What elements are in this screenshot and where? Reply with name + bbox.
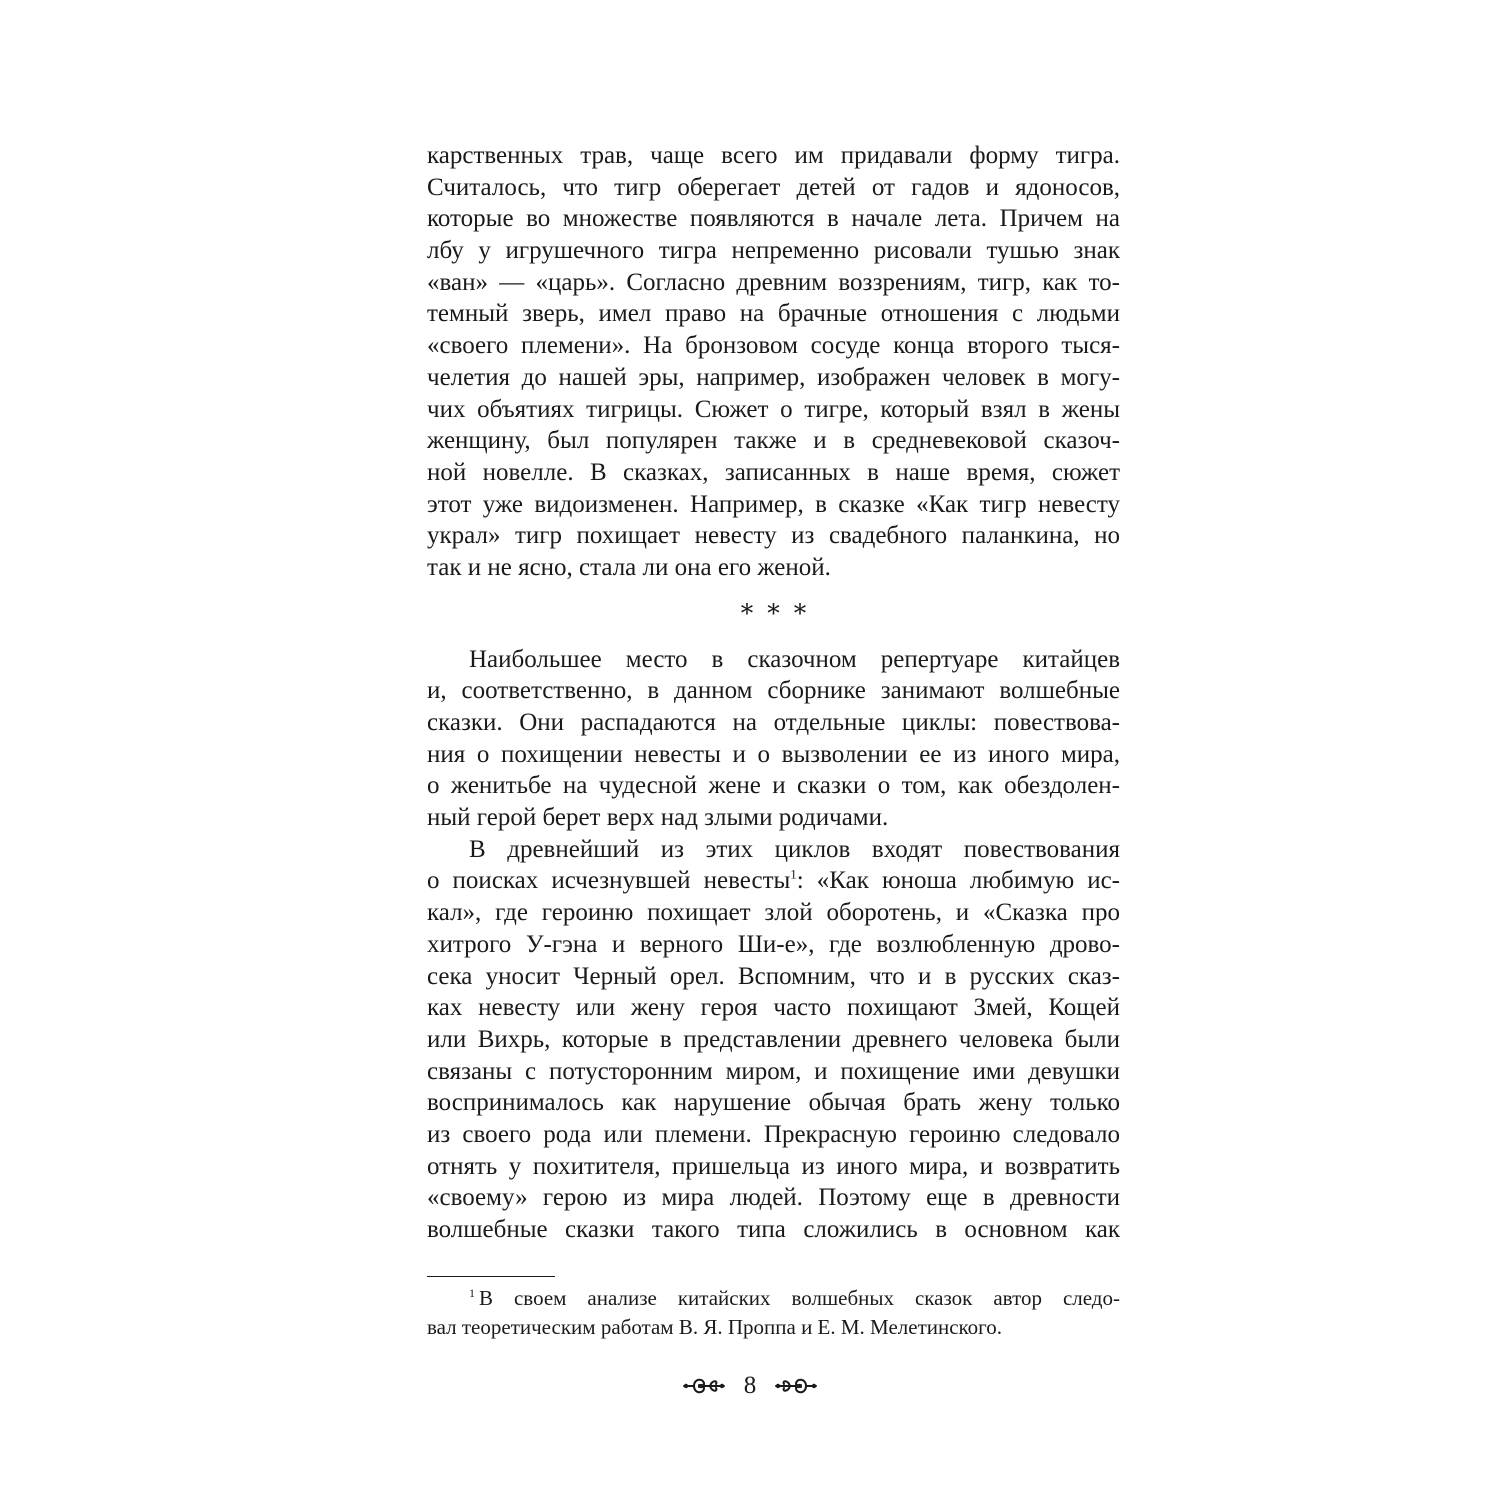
text-line: «ван» — «царь». Согласно древним воззрениям, тигр, как то- <box>427 268 1120 296</box>
fleuron-left-icon <box>682 1372 726 1400</box>
footnote-reference[interactable]: 1 <box>790 867 797 883</box>
text-line: сека уносит Черный орел. Вспомним, что и в русских сказ- <box>427 962 1120 990</box>
text-line: Наибольшее место в сказочном репертуаре китайцев <box>469 645 1120 673</box>
page-body <box>427 140 1120 1246</box>
text-line: ный герой берет верх над злыми родичами. <box>427 804 889 832</box>
footnote-divider <box>427 1276 555 1277</box>
footnote <box>427 1284 1120 1342</box>
footnote-text: В своем анализе китайских волшебных сказок автор следо- <box>479 1286 1120 1310</box>
text-line: воспринималось как нарушение обычая брать жену только <box>427 1089 1120 1117</box>
text-line: волшебные сказки такого типа сложились в основном как <box>427 1216 1120 1243</box>
text-line: сказки. Они распадаются на отдельные циклы: повествова- <box>427 709 1120 736</box>
text-line: отнять у похитителя, пришельца из иного мира, и возвратить <box>427 1152 1120 1180</box>
text-fragment: : «Как юноша любимую ис- <box>796 867 1121 895</box>
paragraph-3 <box>427 834 1120 1246</box>
text-line: или Вихрь, которые в представлении древнего человека были <box>427 1025 1120 1053</box>
footnote-line <box>427 1284 1120 1313</box>
text-fragment: о поисках исчезнувшей невесты <box>427 867 791 895</box>
text-line: этот уже видоизменен. Например, в сказке «Как тигр невесту <box>427 490 1120 518</box>
text-line: темный зверь, имел право на брачные отношения с людьми <box>427 300 1120 328</box>
text-line: лбу у игрушечного тигра непременно рисовали тушью знак <box>427 237 1120 265</box>
asterisk-icon: * <box>740 598 768 628</box>
page-footer <box>0 1366 1500 1406</box>
paragraph-2 <box>427 644 1120 834</box>
text-line: из своего рода или племени. Прекрасную героиню следовало <box>427 1120 1120 1148</box>
text-line: кал», где героиню похищает злой оборотень, и «Сказка про <box>427 899 1120 927</box>
asterisk-icon: * <box>793 598 821 628</box>
text-line: ках невесту или жену героя часто похищают Змей, Кощей <box>427 994 1120 1022</box>
text-line: хитрого У-гэна и верного Ши-е», где возлюбленную дрово- <box>427 930 1120 958</box>
text-line: Считалось, что тигр оберегает детей от гадов и ядоносов, <box>427 173 1120 201</box>
text-line: чих объятиях тигрицы. Сюжет о тигре, который взял в жены <box>427 395 1120 423</box>
paragraph-1 <box>427 140 1120 584</box>
text-line: которые во множестве появляются в начале лета. Причем на <box>427 205 1120 233</box>
text-line: украл» тигр похищает невесту из свадебного паланкина, но <box>427 522 1120 550</box>
text-line: ния о похищении невесты и о вызволении ее из иного мира, <box>427 740 1120 768</box>
text-line: «своего племени». На бронзовом сосуде конца второго тыся- <box>427 332 1120 360</box>
fleuron-right-icon <box>774 1372 818 1400</box>
text-line: о женитьбе на чудесной жене и сказки о том, как обездолен- <box>427 772 1120 800</box>
text-line: «своему» герою из мира людей. Поэтому еще в древности <box>427 1184 1120 1212</box>
text-line: ной новелле. В сказках, записанных в наше время, сюжет <box>427 458 1120 486</box>
text-line: В древнейший из этих циклов входят повествования <box>469 835 1120 863</box>
text-line: так и не ясно, стала ли она его женой. <box>427 553 831 581</box>
footnote-line: вал теоретическим работам В. Я. Проппа и Е. М. Мелетинского. <box>427 1315 1003 1339</box>
footnote-mark: 1 <box>469 1286 475 1300</box>
text-line: челетия до нашей эры, например, изображен человек в могу- <box>427 363 1120 391</box>
text-line: женщину, был популярен также и в средневековой сказоч- <box>427 427 1120 455</box>
text-line-with-footnote <box>427 865 1120 897</box>
text-line: связаны с потусторонним миром, и похищение ими девушки <box>427 1057 1120 1085</box>
asterisk-icon: * <box>767 598 794 628</box>
page-number: 8 <box>743 1372 757 1399</box>
section-separator <box>427 584 1120 644</box>
text-line: карственных трав, чаще всего им придавали форму тигра. <box>427 142 1120 169</box>
text-line: и, соответственно, в данном сборнике занимают волшебные <box>427 677 1120 705</box>
